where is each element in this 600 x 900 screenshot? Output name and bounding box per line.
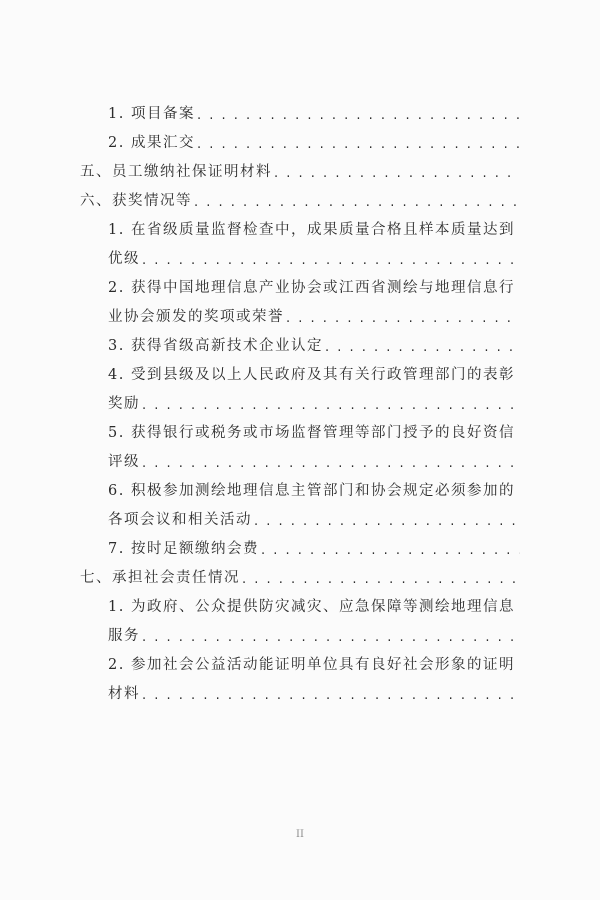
toc-entry-text: 1. 为政府、公众提供防灾减灾、应急保障等测绘地理信息 (108, 599, 515, 615)
toc-entry-association-awards[interactable] (80, 268, 520, 297)
toc-entry-public-welfare-cont[interactable] (80, 674, 520, 703)
toc-entry-text: 1. 在省级质量监督检查中，成果质量合格且样本质量达到 (108, 222, 515, 238)
toc-entry-text: 服务 (108, 628, 140, 644)
page-number: II (296, 829, 304, 840)
toc-entry-government-commendation-cont[interactable] (80, 384, 520, 413)
toc-entry-text: 业协会颁发的奖项或荣誉 (108, 309, 284, 325)
toc-leader-dots (194, 194, 520, 210)
toc-leader-dots (197, 136, 520, 152)
toc-entry-text: 评级 (108, 454, 140, 470)
toc-leader-dots (254, 513, 520, 529)
toc-entry-section-6[interactable] (80, 181, 520, 210)
toc-entry-text: 1. 项目备案 (108, 106, 195, 122)
toc-entry-section-5[interactable] (80, 152, 520, 181)
toc-leader-dots (142, 397, 520, 413)
toc-entry-text: 7. 按时足额缴纳会费 (108, 541, 259, 557)
toc-entry-results-submission[interactable] (80, 123, 520, 152)
toc-entry-text: 3. 获得省级高新技术企业认定 (108, 338, 323, 354)
toc-entry-quality-inspection-cont[interactable] (80, 239, 520, 268)
toc-entry-text: 材料 (108, 686, 140, 702)
toc-leader-dots (142, 252, 520, 268)
toc-leader-dots (142, 687, 520, 703)
toc-entry-credit-rating-cont[interactable] (80, 442, 520, 471)
toc-leader-dots (142, 629, 520, 645)
toc-entry-text: 七、承担社会责任情况 (80, 570, 240, 586)
toc-entry-meeting-participation[interactable] (80, 471, 520, 500)
toc-entry-meeting-participation-cont[interactable] (80, 500, 520, 529)
toc-leader-dots (142, 455, 520, 471)
toc-entry-text: 4. 受到县级及以上人民政府及其有关行政管理部门的表彰 (108, 367, 515, 383)
toc-entry-disaster-services-cont[interactable] (80, 616, 520, 645)
toc-entry-text: 优级 (108, 251, 140, 267)
table-of-contents (80, 94, 520, 703)
toc-entry-text: 六、获奖情况等 (80, 193, 192, 209)
toc-entry-text: 五、员工缴纳社保证明材料 (80, 164, 272, 180)
toc-entry-text: 2. 成果汇交 (108, 135, 195, 151)
toc-entry-government-commendation[interactable] (80, 355, 520, 384)
toc-entry-section-7[interactable] (80, 558, 520, 587)
toc-entry-text: 6. 积极参加测绘地理信息主管部门和协会规定必须参加的 (108, 483, 515, 499)
toc-leader-dots (242, 571, 520, 587)
toc-entry-high-tech-certification[interactable] (80, 326, 520, 355)
toc-entry-quality-inspection[interactable] (80, 210, 520, 239)
toc-entry-credit-rating[interactable] (80, 413, 520, 442)
toc-leader-dots (261, 542, 520, 558)
toc-entry-disaster-services[interactable] (80, 587, 520, 616)
toc-leader-dots (286, 310, 520, 326)
toc-entry-text: 奖励 (108, 396, 140, 412)
toc-entry-public-welfare[interactable] (80, 645, 520, 674)
toc-leader-dots (197, 107, 520, 123)
toc-entry-text: 2. 获得中国地理信息产业协会或江西省测绘与地理信息行 (108, 280, 515, 296)
toc-leader-dots (325, 339, 520, 355)
toc-leader-dots (274, 165, 520, 181)
toc-entry-text: 2. 参加社会公益活动能证明单位具有良好社会形象的证明 (108, 657, 515, 673)
toc-entry-membership-fees[interactable] (80, 529, 520, 558)
toc-entry-association-awards-cont[interactable] (80, 297, 520, 326)
toc-entry-text: 各项会议和相关活动 (108, 512, 252, 528)
toc-entry-project-filing[interactable] (80, 94, 520, 123)
toc-entry-text: 5. 获得银行或税务或市场监督管理等部门授予的良好资信 (108, 425, 515, 441)
